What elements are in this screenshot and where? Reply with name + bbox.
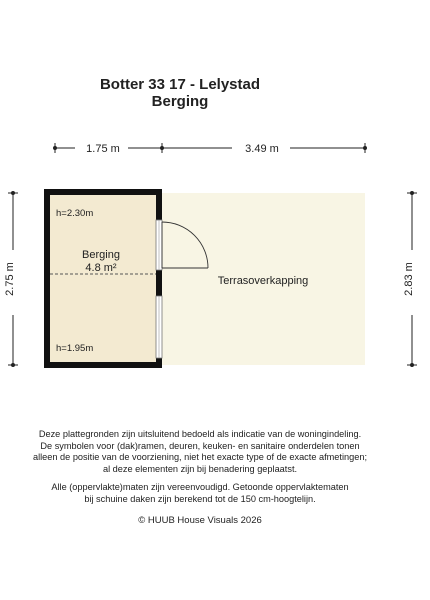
disclaimer-paragraph-2 bbox=[0, 482, 400, 505]
disclaimer-line: Alle (oppervlakte)maten zijn vereenvoudigd. Getoonde oppervlaktematen bbox=[51, 482, 349, 492]
disclaimer-line: alleen de positie van de voorziening, niet het exacte type of de exacte afmetingen; bbox=[32, 452, 368, 462]
berging-height-bottom: h=1.95m bbox=[56, 343, 94, 354]
disclaimer-line: bij schuine daken zijn berekend tot de 150 cm-hoogtelijn. bbox=[84, 493, 316, 504]
berging-name: Berging bbox=[82, 249, 120, 261]
terras-name: Terrasoverkapping bbox=[217, 275, 309, 287]
berging-floor bbox=[50, 195, 156, 362]
dimension-top-left-label: 1.75 m bbox=[86, 143, 120, 155]
plan-title-address: Botter 33 17 - Lelystad bbox=[99, 76, 261, 93]
dimension-left-label: 2.75 m bbox=[4, 262, 16, 296]
dimension-right-label: 2.83 m bbox=[403, 262, 415, 296]
disclaimer-line: Deze plattegronden zijn uitsluitend bedoeld als indicatie van de woningindeling. bbox=[38, 429, 362, 439]
disclaimer-line: al deze elementen zijn bij benadering geplaatst. bbox=[102, 463, 298, 474]
copyright: © HUUB House Visuals 2026 bbox=[138, 515, 262, 526]
disclaimer-line: De symbolen voor (dak)ramen, deuren, keuken- en sanitaire onderdelen tonen bbox=[40, 440, 360, 451]
disclaimer-paragraph-1 bbox=[0, 429, 400, 475]
berging-height-top: h=2.30m bbox=[56, 208, 94, 219]
dimension-top-right-label: 3.49 m bbox=[245, 143, 279, 155]
berging-area: 4.8 m² bbox=[85, 262, 117, 274]
plan-title-room: Berging bbox=[151, 93, 209, 110]
